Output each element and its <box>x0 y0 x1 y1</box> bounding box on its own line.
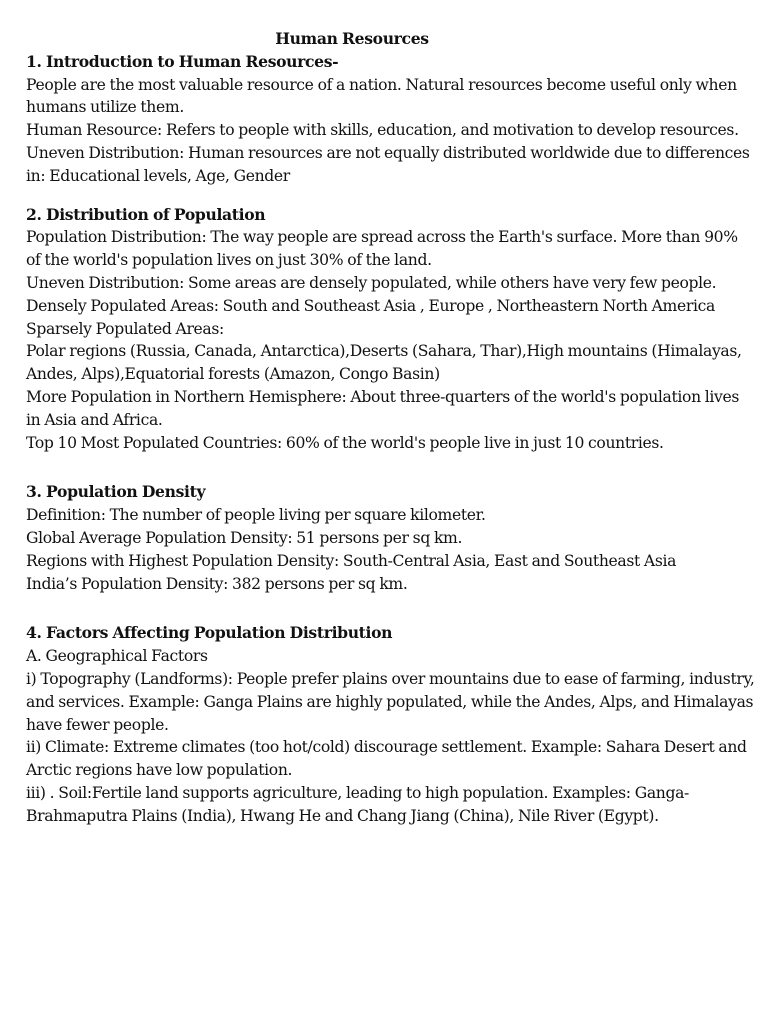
paragraph: A. Geographical Factors <box>26 647 208 666</box>
paragraph: People are the most valuable resource of a nation. Natural resources become useful only when humans utilize them. <box>26 75 737 117</box>
section-heading: 2. Distribution of Population <box>26 204 266 224</box>
paragraph: ii) Climate: Extreme climates (too hot/cold) discourage settlement. Example: Sahara Desert and Arctic regions have low population. <box>26 738 747 780</box>
paragraph: Sparsely Populated Areas: <box>26 319 224 338</box>
paragraph: Population Distribution: The way people are spread across the Earth's surface. More than 90% of the world's population lives on just 30% of the land. <box>26 228 738 270</box>
paragraph: i) Topography (Landforms): People prefer plains over mountains due to ease of farming, industry, and services. Example: Ganga Plains are highly populated, while the Andes, Alps, and Himalayas have fewer people. <box>26 669 755 734</box>
section-heading: 3. Population Density <box>26 482 206 502</box>
paragraph: Top 10 Most Populated Countries: 60% of the world's people live in just 10 countries. <box>26 433 664 452</box>
paragraph: Definition: The number of people living per square kilometer. <box>26 506 486 525</box>
paragraph: More Population in Northern Hemisphere: About three-quarters of the world's population lives in Asia and Africa. <box>26 387 740 429</box>
paragraph: Regions with Highest Population Density: South-Central Asia, East and Southeast Asia <box>26 551 677 570</box>
section-introduction <box>26 51 756 188</box>
paragraph: India’s Population Density: 382 persons per sq km. <box>26 574 408 593</box>
paragraph: Densely Populated Areas: South and Southeast Asia , Europe , Northeastern North America <box>26 296 715 315</box>
paragraph: Human Resource: Refers to people with skills, education, and motivation to develop resources. <box>26 121 739 140</box>
paragraph: Uneven Distribution: Human resources are not equally distributed worldwide due to differences in: Educational levels, Age, Gender <box>26 143 750 185</box>
paragraph: iii) . Soil:Fertile land supports agriculture, leading to high population. Examples: Ganga-Brahmaputra Plains (India), Hwang He and Chang Jiang (China), Nile River (Egypt). <box>26 783 689 825</box>
section-factors-affecting-population <box>26 622 756 827</box>
paragraph: Global Average Population Density: 51 persons per sq km. <box>26 528 463 547</box>
paragraph: Uneven Distribution: Some areas are densely populated, while others have very few people. <box>26 273 717 292</box>
section-spacer <box>26 188 756 204</box>
section-population-density <box>26 481 756 595</box>
section-spacer <box>26 595 756 622</box>
paragraph: Polar regions (Russia, Canada, Antarctica),Deserts (Sahara, Thar),High mountains (Himalayas, Andes, Alps),Equatorial forests (Amazon, Congo Basin) <box>26 342 742 384</box>
document-body <box>26 28 756 828</box>
section-spacer <box>26 454 756 481</box>
document-title: Human Resources <box>275 29 429 48</box>
section-heading: 4. Factors Affecting Population Distribution <box>26 623 393 643</box>
section-distribution-of-population <box>26 204 756 455</box>
section-heading: 1. Introduction to Human Resources- <box>26 51 339 71</box>
